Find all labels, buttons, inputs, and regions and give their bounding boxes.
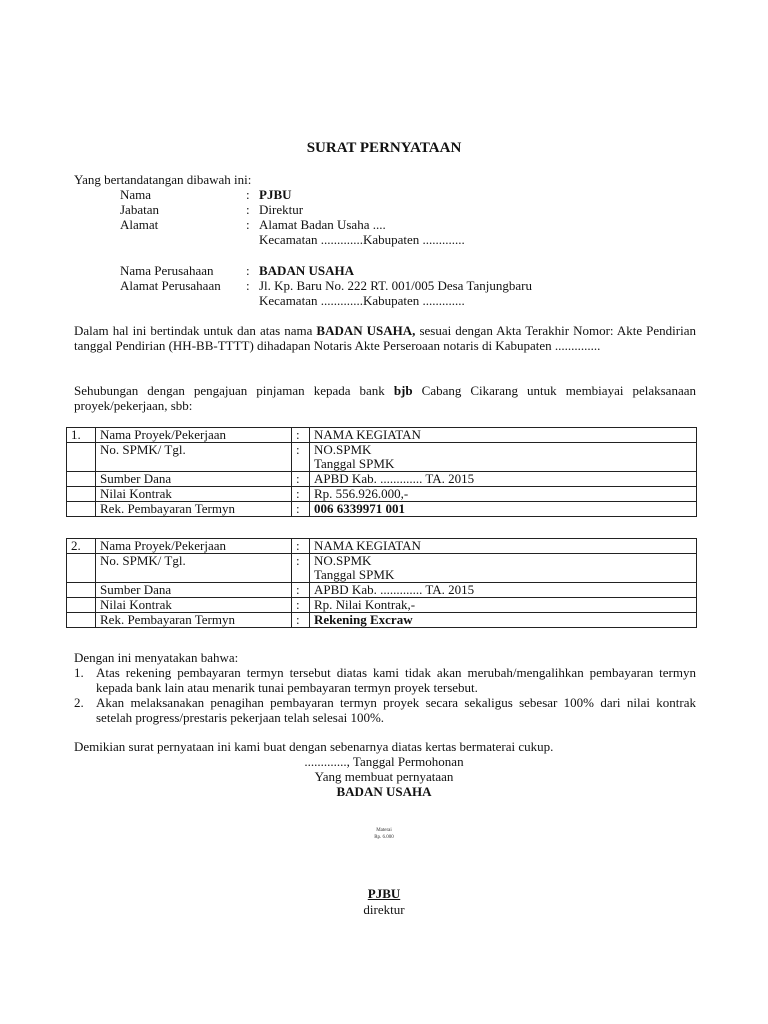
paragraph-loan-pre: Sehubungan dengan pengajuan pinjaman kepada bank xyxy=(74,383,394,398)
project-field-value xyxy=(310,583,697,598)
project-table xyxy=(66,538,697,628)
project-number xyxy=(67,443,96,472)
project-number xyxy=(67,472,96,487)
project-field-label: Rek. Pembayaran Termyn xyxy=(96,502,292,517)
project-field-colon: : xyxy=(292,554,310,583)
company-value: BADAN USAHA xyxy=(259,263,354,278)
company-label: Nama Perusahaan xyxy=(120,263,214,278)
table-row xyxy=(67,443,697,472)
document-title: SURAT PERNYATAAN xyxy=(306,140,462,156)
project-field-value xyxy=(310,502,697,517)
project-number: 2. xyxy=(67,539,96,554)
materai-amount: Rp. 6.000 xyxy=(374,835,394,840)
paragraph-authority-pre: Dalam hal ini bertindak untuk dan atas nama xyxy=(74,323,317,338)
project-field-value-line: Tanggal SPMK xyxy=(314,567,395,582)
project-field-colon: : xyxy=(292,598,310,613)
company-value: Kecamatan .............Kabupaten ............. xyxy=(259,293,465,308)
company-label: Alamat Perusahaan xyxy=(120,278,221,293)
project-number xyxy=(67,583,96,598)
project-field-colon: : xyxy=(292,502,310,517)
paragraph-loan-bank: bjb xyxy=(393,383,413,398)
project-number: 1. xyxy=(67,428,96,443)
paragraph-authority-company: BADAN USAHA, xyxy=(316,323,416,338)
project-field-colon: : xyxy=(292,428,310,443)
statement-item xyxy=(74,695,696,725)
table-row xyxy=(67,502,697,517)
company-colon: : xyxy=(246,278,250,293)
paragraph-authority-post: sesuai dengan Akta Terakhir Nomor: Akte Pendirian tanggal Pendirian (HH-BB-TTTT) dihadapan Notaris Akte Perseroaan notaris di Kabupaten .............. xyxy=(74,323,696,353)
project-field-value-line: NO.SPMK xyxy=(314,442,372,457)
signature-maker: Yang membuat pernyataan xyxy=(314,769,454,784)
project-field-value-line: Rp. Nilai Kontrak,- xyxy=(314,597,416,612)
identity-label: Nama xyxy=(120,187,152,202)
project-field-label: Nilai Kontrak xyxy=(96,487,292,502)
project-field-colon: : xyxy=(292,443,310,472)
project-field-colon: : xyxy=(292,583,310,598)
table-row xyxy=(67,487,697,502)
identity-value: Direktur xyxy=(259,202,304,217)
identity-colon: : xyxy=(246,202,250,217)
project-number xyxy=(67,598,96,613)
intro-text: Yang bertandatangan dibawah ini: xyxy=(74,172,252,187)
project-field-colon: : xyxy=(292,613,310,628)
table-row xyxy=(67,598,697,613)
project-number xyxy=(67,502,96,517)
project-field-value-line: Rp. 556.926.000,- xyxy=(314,486,409,501)
project-field-label: Rek. Pembayaran Termyn xyxy=(96,613,292,628)
signature-place-date: ............., Tanggal Permohonan xyxy=(304,754,464,769)
paragraph-loan xyxy=(74,383,696,413)
project-field-value-line: Rekening Excraw xyxy=(314,612,413,627)
table-row xyxy=(67,554,697,583)
identity-value: PJBU xyxy=(259,187,292,202)
project-number xyxy=(67,487,96,502)
identity-colon: : xyxy=(246,217,250,232)
identity-value: Kecamatan .............Kabupaten ............. xyxy=(259,232,465,247)
project-field-value xyxy=(310,613,697,628)
closing-text: Demikian surat pernyataan ini kami buat dengan sebenarnya diatas kertas bermaterai cukup. xyxy=(74,739,554,754)
project-field-label: Nilai Kontrak xyxy=(96,598,292,613)
project-number xyxy=(67,613,96,628)
identity-label: Alamat xyxy=(120,217,159,232)
statement-item xyxy=(74,665,696,695)
identity-colon: : xyxy=(246,187,250,202)
signer-name: PJBU xyxy=(367,886,401,901)
project-field-value xyxy=(310,428,697,443)
project-field-label: Sumber Dana xyxy=(96,472,292,487)
project-field-value xyxy=(310,598,697,613)
project-field-value xyxy=(310,443,697,472)
table-row xyxy=(67,472,697,487)
company-value: Jl. Kp. Baru No. 222 RT. 001/005 Desa Tanjungbaru xyxy=(259,278,532,293)
identity-label: Jabatan xyxy=(120,202,159,217)
table-row xyxy=(67,613,697,628)
project-field-value-line: NO.SPMK xyxy=(314,553,372,568)
table-row xyxy=(67,428,697,443)
project-field-value-line: NAMA KEGIATAN xyxy=(314,427,421,442)
project-field-label: No. SPMK/ Tgl. xyxy=(96,443,292,472)
identity-value: Alamat Badan Usaha .... xyxy=(259,217,386,232)
signature-company: BADAN USAHA xyxy=(336,784,432,799)
company-colon: : xyxy=(246,263,250,278)
statement-list xyxy=(74,665,696,725)
project-field-value xyxy=(310,554,697,583)
project-field-value-line: NAMA KEGIATAN xyxy=(314,538,421,553)
project-field-value-line: Tanggal SPMK xyxy=(314,456,395,471)
statement-number: 1. xyxy=(74,665,84,680)
project-field-label: Nama Proyek/Pekerjaan xyxy=(96,428,292,443)
project-field-colon: : xyxy=(292,472,310,487)
project-table xyxy=(66,427,697,517)
project-field-value-line: APBD Kab. ............. TA. 2015 xyxy=(314,582,475,597)
project-field-value-line: 006 6339971 001 xyxy=(314,501,405,516)
statement-text: Atas rekening pembayaran termyn tersebut diatas kami tidak akan merubah/mengalihkan pembayaran termyn kepada bank lain atau menarik tunai pembayaran termyn proyek tersebut. xyxy=(96,665,696,695)
project-field-colon: : xyxy=(292,539,310,554)
table-row xyxy=(67,539,697,554)
statement-number: 2. xyxy=(74,695,84,710)
project-field-colon: : xyxy=(292,487,310,502)
paragraph-authority xyxy=(74,323,696,353)
project-field-label: No. SPMK/ Tgl. xyxy=(96,554,292,583)
signer-position: direktur xyxy=(363,902,405,917)
project-field-value-line: APBD Kab. ............. TA. 2015 xyxy=(314,471,475,486)
project-field-label: Nama Proyek/Pekerjaan xyxy=(96,539,292,554)
project-number xyxy=(67,554,96,583)
project-field-value xyxy=(310,487,697,502)
project-field-label: Sumber Dana xyxy=(96,583,292,598)
statement-intro: Dengan ini menyatakan bahwa: xyxy=(74,650,239,665)
materai-label: Materai xyxy=(376,828,392,833)
project-field-value xyxy=(310,539,697,554)
paragraph-loan-post: Cabang Cikarang untuk membiayai pelaksanaan proyek/pekerjaan, sbb: xyxy=(74,383,696,413)
statement-text: Akan melaksanakan penagihan pembayaran termyn proyek secara sekaligus sebesar 100% dari nilai kontrak setelah progress/prestaris pekerjaan telah selesai 100%. xyxy=(96,695,696,725)
table-row xyxy=(67,583,697,598)
project-field-value xyxy=(310,472,697,487)
